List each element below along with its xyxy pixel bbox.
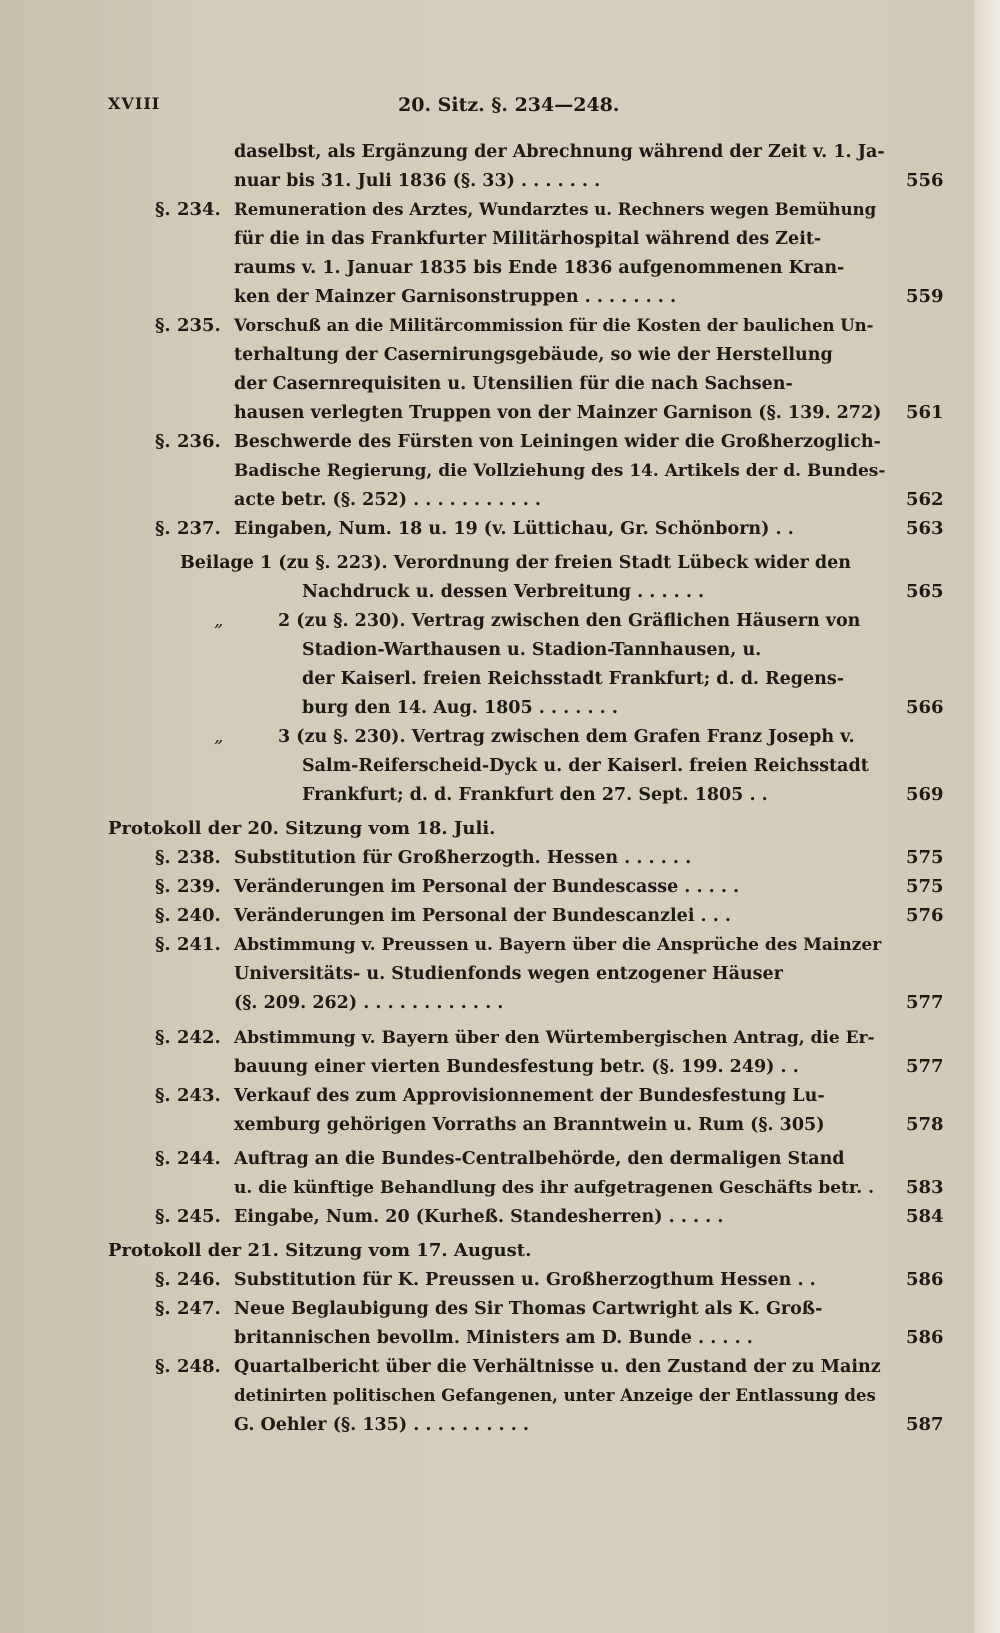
page-number: 565 — [906, 581, 944, 602]
page-number: 556 — [906, 170, 944, 191]
toc-line: (§. 209. 262) . . . . . . . . . . . . — [234, 993, 504, 1013]
paragraph-number: §. 244. — [155, 1148, 221, 1169]
page-edge — [974, 0, 1000, 1633]
paragraph-number: §. 247. — [155, 1298, 221, 1319]
toc-line: Eingabe, Num. 20 (Kurheß. Standesherren) . . . . . — [234, 1207, 724, 1227]
toc-line: Beilage 1 (zu §. 223). Verordnung der freien Stadt Lübeck wider den — [180, 553, 852, 573]
toc-line: acte betr. (§. 252) . . . . . . . . . . . — [234, 490, 542, 510]
toc-line: Badische Regierung, die Vollziehung des 14. Artikels der d. Bundes- — [234, 461, 886, 481]
paragraph-number: §. 245. — [155, 1206, 221, 1227]
toc-line: detinirten politischen Gefangenen, unter Anzeige der Entlassung des — [234, 1386, 876, 1405]
paragraph-number: §. 246. — [155, 1269, 221, 1290]
toc-line: 3 (zu §. 230). Vertrag zwischen dem Grafen Franz Joseph v. — [278, 727, 855, 747]
toc-line: xemburg gehörigen Vorraths an Branntwein u. Rum (§. 305) — [234, 1115, 825, 1135]
page-number: 566 — [906, 697, 944, 718]
page-number: 577 — [906, 992, 944, 1013]
toc-line: Beschwerde des Fürsten von Leiningen wider die Großherzoglich- — [234, 432, 881, 452]
toc-line: der Casernrequisiten u. Utensilien für die nach Sachsen- — [234, 374, 793, 394]
toc-line: Abstimmung v. Preussen u. Bayern über die Ansprüche des Mainzer — [234, 935, 882, 955]
page-number: 578 — [906, 1114, 944, 1135]
paragraph-number: §. 240. — [155, 905, 221, 926]
page-number: 569 — [906, 784, 944, 805]
page-number: 563 — [906, 518, 944, 539]
toc-line: Substitution für Großherzogth. Hessen . . . . . . — [234, 848, 692, 868]
toc-line: der Kaiserl. freien Reichsstadt Frankfurt; d. d. Regens- — [302, 669, 845, 689]
toc-line: Frankfurt; d. d. Frankfurt den 27. Sept. 1805 . . — [302, 785, 768, 805]
toc-line: Stadion-Warthausen u. Stadion-Tannhausen, u. — [302, 640, 762, 660]
paragraph-number: §. 234. — [155, 199, 221, 220]
toc-line: Remuneration des Arztes, Wundarztes u. Rechners wegen Bemühung — [234, 200, 877, 219]
page-number: 586 — [906, 1269, 944, 1290]
toc-line: Vorschuß an die Militärcommission für die Kosten der baulichen Un- — [234, 316, 874, 335]
toc-line: raums v. 1. Januar 1835 bis Ende 1836 aufgenommenen Kran- — [234, 258, 845, 278]
paragraph-number: §. 243. — [155, 1085, 221, 1106]
ditto-mark: „ — [214, 726, 224, 747]
paragraph-number: §. 239. — [155, 876, 221, 897]
toc-line: Eingaben, Num. 18 u. 19 (v. Lüttichau, Gr. Schönborn) . . — [234, 519, 794, 539]
page-number: 575 — [906, 876, 944, 897]
toc-line: britannischen bevollm. Ministers am D. Bunde . . . . . — [234, 1328, 753, 1348]
toc-line: Universitäts- u. Studienfonds wegen entzogener Häuser — [234, 964, 783, 984]
toc-line: G. Oehler (§. 135) . . . . . . . . . . — [234, 1415, 529, 1435]
toc-line: Veränderungen im Personal der Bundescanzlei . . . — [234, 906, 732, 926]
ditto-mark: „ — [214, 610, 224, 631]
page-number: 586 — [906, 1327, 944, 1348]
paragraph-number: §. 241. — [155, 934, 221, 955]
toc-line: hausen verlegten Truppen von der Mainzer Garnison (§. 139. 272) — [234, 403, 882, 423]
toc-line: Substitution für K. Preussen u. Großherzogthum Hessen . . — [234, 1270, 816, 1290]
page-numeral: XVIII — [108, 94, 161, 113]
toc-line: burg den 14. Aug. 1805 . . . . . . . — [302, 698, 618, 718]
toc-line: daselbst, als Ergänzung der Abrechnung während der Zeit v. 1. Ja- — [234, 142, 885, 162]
protocol-heading: Protokoll der 21. Sitzung vom 17. August. — [108, 1240, 532, 1261]
paragraph-number: §. 248. — [155, 1356, 221, 1377]
toc-line: 2 (zu §. 230). Vertrag zwischen den Gräflichen Häusern von — [278, 611, 861, 631]
toc-line: ken der Mainzer Garnisonstruppen . . . . . . . . — [234, 287, 677, 307]
toc-line: Veränderungen im Personal der Bundescasse . . . . . — [234, 877, 740, 897]
toc-line: Abstimmung v. Bayern über den Würtembergischen Antrag, die Er- — [234, 1028, 875, 1048]
paragraph-number: §. 238. — [155, 847, 221, 868]
toc-line: nuar bis 31. Juli 1836 (§. 33) . . . . . . . — [234, 171, 601, 191]
running-head: 20. Sitz. §. 234—248. — [398, 94, 620, 116]
page-number: 575 — [906, 847, 944, 868]
toc-line: Quartalbericht über die Verhältnisse u. den Zustand der zu Mainz — [234, 1357, 881, 1377]
paragraph-number: §. 236. — [155, 431, 221, 452]
page-number: 577 — [906, 1056, 944, 1077]
protocol-heading: Protokoll der 20. Sitzung vom 18. Juli. — [108, 818, 496, 839]
toc-line: Salm-Reiferscheid-Dyck u. der Kaiserl. freien Reichsstadt — [302, 756, 869, 776]
toc-line: für die in das Frankfurter Militärhospital während des Zeit- — [234, 229, 822, 249]
toc-line: u. die künftige Behandlung des ihr aufgetragenen Geschäfts betr. . — [234, 1178, 875, 1198]
page-number: 584 — [906, 1206, 944, 1227]
page-number: 559 — [906, 286, 944, 307]
page-number: 561 — [906, 402, 944, 423]
page-number: 583 — [906, 1177, 944, 1198]
page-number: 587 — [906, 1414, 944, 1435]
page-number: 562 — [906, 489, 944, 510]
toc-line: bauung einer vierten Bundesfestung betr. (§. 199. 249) . . — [234, 1057, 799, 1077]
toc-line: Nachdruck u. dessen Verbreitung . . . . . . — [302, 582, 705, 602]
page-number: 576 — [906, 905, 944, 926]
toc-line: terhaltung der Casernirungsgebäude, so wie der Herstellung — [234, 345, 833, 365]
paragraph-number: §. 237. — [155, 518, 221, 539]
paragraph-number: §. 242. — [155, 1027, 221, 1048]
paragraph-number: §. 235. — [155, 315, 221, 336]
toc-line: Verkauf des zum Approvisionnement der Bundesfestung Lu- — [234, 1086, 825, 1106]
toc-line: Neue Beglaubigung des Sir Thomas Cartwright als K. Groß- — [234, 1299, 823, 1319]
toc-line: Auftrag an die Bundes-Centralbehörde, den dermaligen Stand — [234, 1149, 845, 1169]
